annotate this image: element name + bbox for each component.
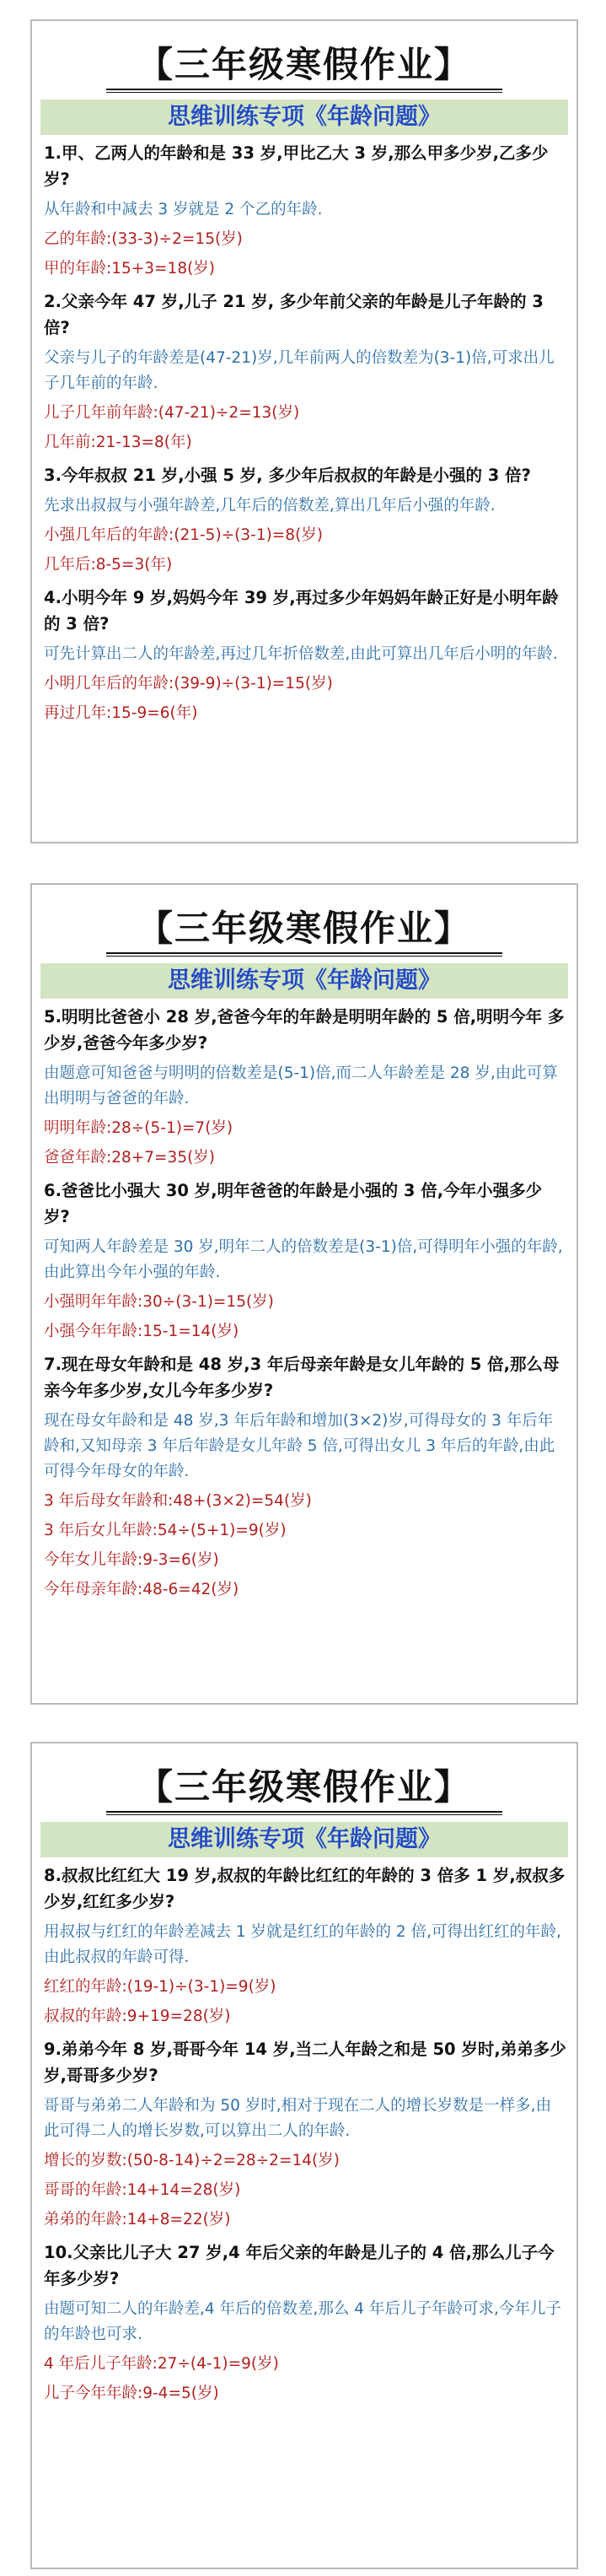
problem-6 <box>44 1178 566 1345</box>
problem-7 <box>44 1351 566 1603</box>
title-underline <box>106 1811 502 1815</box>
page-title: 【三年级寒假作业】 <box>137 44 471 85</box>
solution-step: 明明年龄:28÷(5-1)=7(岁) <box>44 1119 233 1137</box>
solution-step: 几年后:8-5=3(年) <box>44 556 173 574</box>
solution-step: 几年前:21-13=8(年) <box>44 434 192 451</box>
problem-2 <box>44 288 566 455</box>
solution-step: 小强明年年龄:30÷(3-1)=15(岁) <box>44 1293 274 1311</box>
problem-question: 2.父亲今年 47 岁,儿子 21 岁, 多少年前父亲的年龄是儿子年龄的 3 倍? <box>44 292 544 337</box>
problem-hint: 从年龄和中减去 3 岁就是 2 个乙的年龄. <box>44 201 323 218</box>
problem-question: 3.今年叔叔 21 岁,小强 5 岁, 多少年后叔叔的年龄是小强的 3 倍? <box>44 466 531 485</box>
problem-question: 4.小明今年 9 岁,妈妈今年 39 岁,再过多少年妈妈年龄正好是小明年龄的 3 倍? <box>44 588 559 633</box>
problem-question: 8.叔叔比红红大 19 岁,叔叔的年龄比红红的年龄的 3 倍多 1 岁,叔叔多少岁,红红多少岁? <box>44 1866 566 1911</box>
problem-question: 6.爸爸比小强大 30 岁,明年爸爸的年龄是小强的 3 倍,今年小强多少岁? <box>44 1181 543 1226</box>
problem-hint: 哥哥与弟弟二人年龄和为 50 岁时,相对于现在二人的增长岁数是一样多,由此可得二人的增长岁数,可以算出二人的年龄. <box>44 2097 552 2140</box>
page-subtitle: 思维训练专项《年龄问题》 <box>40 1822 568 1857</box>
problem-4 <box>44 585 566 726</box>
problem-hint: 可先计算出二人的年龄差,再过几年折倍数差,由此可算出几年后小明的年龄. <box>44 645 558 663</box>
solution-step: 4 年后儿子年龄:27÷(4-1)=9(岁) <box>44 2355 279 2373</box>
solution-step: 爸爸年龄:28+7=35(岁) <box>44 1149 216 1167</box>
problem-5 <box>44 1004 566 1171</box>
solution-step: 小强几年后的年龄:(21-5)÷(3-1)=8(岁) <box>44 526 324 544</box>
page-subtitle: 思维训练专项《年龄问题》 <box>40 963 568 999</box>
page-subtitle: 思维训练专项《年龄问题》 <box>40 100 568 135</box>
problem-hint: 由题可知二人的年龄差,4 年后的倍数差,那么 4 年后儿子年龄可求,今年儿子的年龄也可求. <box>44 2300 561 2343</box>
problem-hint: 父亲与儿子的年龄差是(47-21)岁,几年前两人的倍数差为(3-1)倍,可求出儿子几年前的年龄. <box>44 349 555 392</box>
problem-hint: 先求出叔叔与小强年龄差,几年后的倍数差,算出几年后小强的年龄. <box>44 497 496 515</box>
problem-question: 1.甲、乙两人的年龄和是 33 岁,甲比乙大 3 岁,那么甲多少岁,乙多少岁? <box>44 143 549 189</box>
solution-step: 增长的岁数:(50-8-14)÷2=28÷2=14(岁) <box>44 2152 340 2169</box>
solution-step: 3 年后女儿年龄:54÷(5+1)=9(岁) <box>44 1522 287 1539</box>
solution-step: 小明几年后的年龄:(39-9)÷(3-1)=15(岁) <box>44 675 333 693</box>
problem-hint: 用叔叔与红红的年龄差减去 1 岁就是红红的年龄的 2 倍,可得出红红的年龄,由此叔叔的年龄可得. <box>44 1923 561 1966</box>
problem-list <box>32 135 577 726</box>
solution-step: 再过几年:15-9=6(年) <box>44 704 198 722</box>
problem-list <box>32 1857 577 2406</box>
worksheet-page-1 <box>30 19 578 843</box>
problem-question: 10.父亲比儿子大 27 岁,4 年后父亲的年龄是儿子的 4 倍,那么儿子今年多少岁? <box>44 2243 555 2288</box>
title-underline <box>106 952 502 957</box>
solution-step: 儿子几年前年龄:(47-21)÷2=13(岁) <box>44 404 300 422</box>
page-title: 【三年级寒假作业】 <box>137 1766 471 1808</box>
problem-1 <box>44 140 566 282</box>
problem-hint: 可知两人年龄差是 30 岁,明年二人的倍数差是(3-1)倍,可得明年小强的年龄,由此算出今年小强的年龄. <box>44 1238 563 1281</box>
problem-question: 9.弟弟今年 8 岁,哥哥今年 14 岁,当二人年龄之和是 50 岁时,弟弟多少岁,哥哥多少岁? <box>44 2040 566 2085</box>
solution-step: 乙的年龄:(33-3)÷2=15(岁) <box>44 230 243 248</box>
problem-question: 5.明明比爸爸小 28 岁,爸爸今年的年龄是明明年龄的 5 倍,明明今年 多少岁,爸爸今年多少岁? <box>44 1007 565 1053</box>
solution-step: 今年女儿年龄:9-3=6(岁) <box>44 1551 219 1569</box>
solution-step: 弟弟的年龄:14+8=22(岁) <box>44 2211 231 2228</box>
page-title: 【三年级寒假作业】 <box>137 908 471 949</box>
solution-step: 叔叔的年龄:9+19=28(岁) <box>44 2007 231 2025</box>
title-underline <box>106 89 502 93</box>
problem-9 <box>44 2036 566 2233</box>
problem-list <box>32 999 577 1603</box>
solution-step: 甲的年龄:15+3=18(岁) <box>44 260 216 278</box>
solution-step: 哥哥的年龄:14+14=28(岁) <box>44 2181 241 2199</box>
problem-question: 7.现在母女年龄和是 48 岁,3 年后母亲年龄是女儿年龄的 5 倍,那么母亲今年多少岁,女儿今年多少岁? <box>44 1355 560 1400</box>
solution-step: 今年母亲年龄:48-6=42(岁) <box>44 1581 239 1598</box>
problem-hint: 由题意可知爸爸与明明的倍数差是(5-1)倍,而二人年龄差是 28 岁,由此可算出明明与爸爸的年龄. <box>44 1064 558 1107</box>
problem-10 <box>44 2239 566 2406</box>
problem-3 <box>44 462 566 578</box>
worksheet-page-3 <box>30 1742 578 2569</box>
solution-step: 红红的年龄:(19-1)÷(3-1)=9(岁) <box>44 1978 276 1996</box>
solution-step: 儿子今年年龄:9-4=5(岁) <box>44 2385 219 2402</box>
problem-hint: 现在母女年龄和是 48 岁,3 年后年龄和增加(3×2)岁,可得母女的 3 年后年龄和,又知母亲 3 年后年龄是女儿年龄 5 倍,可得出女儿 3 年后的年龄,由此可得今年母女的年龄. <box>44 1412 555 1480</box>
problem-8 <box>44 1862 566 2029</box>
solution-step: 小强今年年龄:15-1=14(岁) <box>44 1323 239 1340</box>
worksheet-page-2 <box>30 883 578 1705</box>
solution-step: 3 年后母女年龄和:48+(3×2)=54(岁) <box>44 1492 312 1510</box>
